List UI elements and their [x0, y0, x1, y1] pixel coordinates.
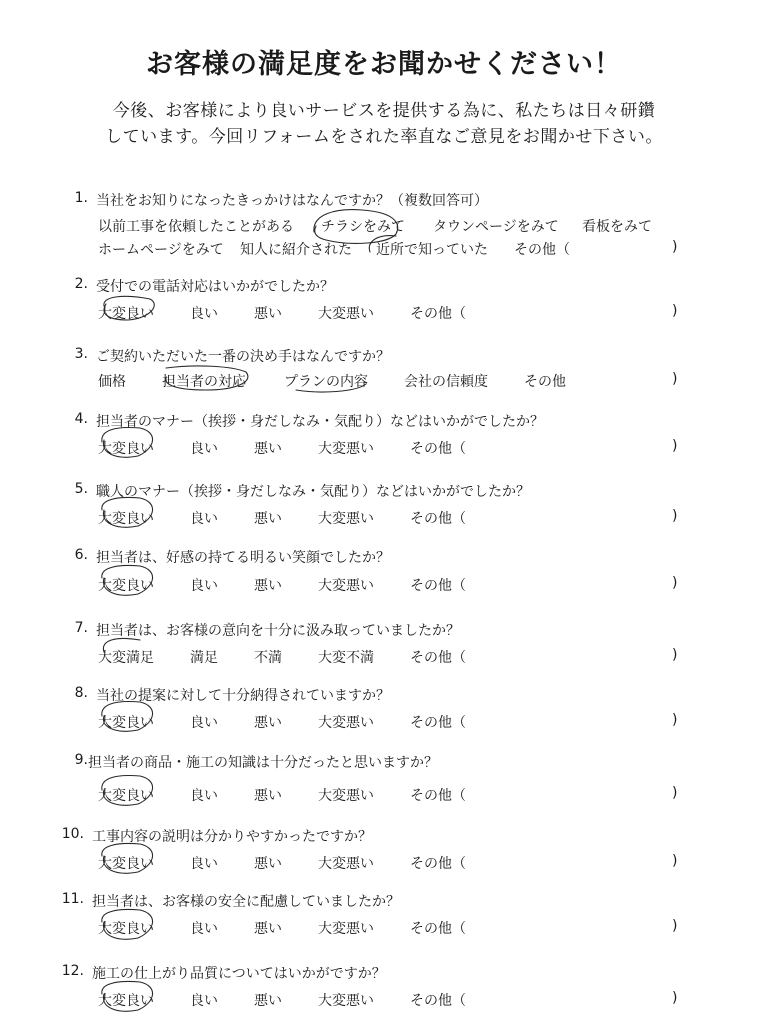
question-number: 4.	[74, 411, 88, 427]
answer-option: その他（	[410, 788, 466, 804]
question-text: 担当者のマナー（挨拶・身だしなみ・気配り）などはいかがでしたか？	[96, 414, 544, 430]
question-text: ご契約いただいた一番の決め手はなんですか？	[96, 349, 390, 365]
close-paren: )	[672, 785, 678, 801]
question-number: 1.	[74, 190, 88, 206]
question-number: 9.	[74, 752, 88, 768]
question-number: 11.	[61, 891, 84, 907]
question-text: 受付での電話対応はいかがでしたか？	[96, 279, 334, 295]
answer-option: 良い	[190, 856, 218, 872]
answer-option: その他（	[514, 242, 570, 258]
answer-option: その他（	[410, 856, 466, 872]
answer-option: 悪い	[254, 856, 282, 872]
question-text: 担当者は、好感の持てる明るい笑顔でしたか？	[96, 550, 390, 566]
answer-option: 良い	[190, 441, 218, 457]
answer-option: その他	[524, 374, 566, 390]
answer-option: 良い	[190, 715, 218, 731]
answer-option: 悪い	[254, 306, 282, 322]
answer-option: 悪い	[254, 578, 282, 594]
answer-option: その他（	[410, 578, 466, 594]
answer-option: 大変悪い	[318, 306, 374, 322]
question-number: 5.	[74, 481, 88, 497]
answer-option: 大変良い	[98, 441, 154, 457]
answer-option: 悪い	[254, 921, 282, 937]
answer-option: 知人に紹介された	[240, 242, 352, 258]
survey-title: お客様の満足度をお聞かせください！	[146, 49, 622, 80]
answer-option: 良い	[190, 921, 218, 937]
answer-option: 大変悪い	[318, 921, 374, 937]
answer-option: その他（	[410, 306, 466, 322]
question-number: 10.	[61, 826, 84, 842]
close-paren: )	[672, 712, 678, 728]
answer-option: 大変良い	[98, 921, 154, 937]
close-paren: )	[672, 575, 678, 591]
answer-option: 良い	[190, 578, 218, 594]
answer-option: プランの内容	[284, 374, 368, 390]
close-paren: )	[672, 508, 678, 524]
answer-option: その他（	[410, 650, 466, 666]
answer-option: 大変悪い	[318, 511, 374, 527]
answer-option: チラシをみて	[321, 219, 405, 235]
question-number: 2.	[74, 276, 88, 292]
answer-option: その他（	[410, 715, 466, 731]
answer-option: 大変良い	[98, 788, 154, 804]
answer-option: 大変悪い	[318, 788, 374, 804]
answer-option: その他（	[410, 441, 466, 457]
answer-option: 大変不満	[318, 650, 374, 666]
answer-option: 悪い	[254, 715, 282, 731]
answer-option: 大変悪い	[318, 578, 374, 594]
answer-option: 大変良い	[98, 578, 154, 594]
question-text: 担当者は、お客様の意向を十分に汲み取っていましたか？	[96, 623, 460, 639]
question-text: 担当者の商品・施工の知識は十分だったと思いますか？	[88, 755, 438, 771]
intro-line-1: 今後、お客様により良いサービスを提供する為に、私たちは日々研鑽	[112, 101, 656, 121]
question-text: 当社をお知りになったきっかけはなんですか？（複数回答可）	[96, 193, 488, 209]
answer-option: 満足	[190, 650, 218, 666]
answer-option: 悪い	[254, 993, 282, 1009]
answer-option: 良い	[190, 511, 218, 527]
answer-option: 悪い	[254, 511, 282, 527]
question-number: 3.	[74, 346, 88, 362]
question-number: 6.	[74, 547, 88, 563]
question-number: 7.	[74, 620, 88, 636]
answer-option: その他（	[410, 511, 466, 527]
question-text: 職人のマナー（挨拶・身だしなみ・気配り）などはいかがでしたか？	[96, 484, 530, 500]
answer-option: 価格	[98, 374, 126, 390]
answer-option: その他（	[410, 993, 466, 1009]
answer-option: 大変良い	[98, 993, 154, 1009]
answer-option: 看板をみて	[582, 219, 652, 235]
answer-option: 大変悪い	[318, 715, 374, 731]
answer-option: 大変良い	[98, 715, 154, 731]
close-paren: )	[672, 239, 678, 255]
answer-option: 近所で知っていた	[376, 242, 488, 258]
answer-option: 担当者の対応	[162, 374, 246, 390]
answer-option: 良い	[190, 993, 218, 1009]
close-paren: )	[672, 990, 678, 1006]
answer-option: 以前工事を依頼したことがある	[98, 219, 294, 235]
close-paren: )	[672, 647, 678, 663]
close-paren: )	[672, 853, 678, 869]
answer-option: 大変良い	[98, 306, 154, 322]
question-number: 12.	[61, 963, 84, 979]
intro-line-2: しています。今回リフォームをされた率直なご意見をお聞かせ下さい。	[105, 127, 663, 147]
question-text: 工事内容の説明は分かりやすかったですか？	[92, 829, 372, 845]
answer-option: 大変良い	[98, 856, 154, 872]
answer-option: 大変悪い	[318, 993, 374, 1009]
answer-option: 大変悪い	[318, 856, 374, 872]
question-text: 当社の提案に対して十分納得されていますか？	[96, 688, 390, 704]
question-text: 施工の仕上がり品質についてはいかがですか？	[92, 966, 386, 982]
answer-option: 大変満足	[98, 650, 154, 666]
answer-option: 会社の信頼度	[404, 374, 488, 390]
question-number: 8.	[74, 685, 88, 701]
close-paren: )	[672, 303, 678, 319]
answer-option: 大変悪い	[318, 441, 374, 457]
close-paren: )	[672, 918, 678, 934]
answer-option: 悪い	[254, 441, 282, 457]
answer-option: 良い	[190, 788, 218, 804]
answer-option: ホームページをみて	[98, 242, 224, 258]
answer-option: 大変良い	[98, 511, 154, 527]
answer-option: 不満	[254, 650, 282, 666]
answer-option: 悪い	[254, 788, 282, 804]
answer-option: タウンページをみて	[433, 219, 559, 235]
close-paren: )	[672, 371, 678, 387]
answer-option: その他（	[410, 921, 466, 937]
answer-option: 良い	[190, 306, 218, 322]
close-paren: )	[672, 438, 678, 454]
question-text: 担当者は、お客様の安全に配慮していましたか？	[92, 894, 400, 910]
